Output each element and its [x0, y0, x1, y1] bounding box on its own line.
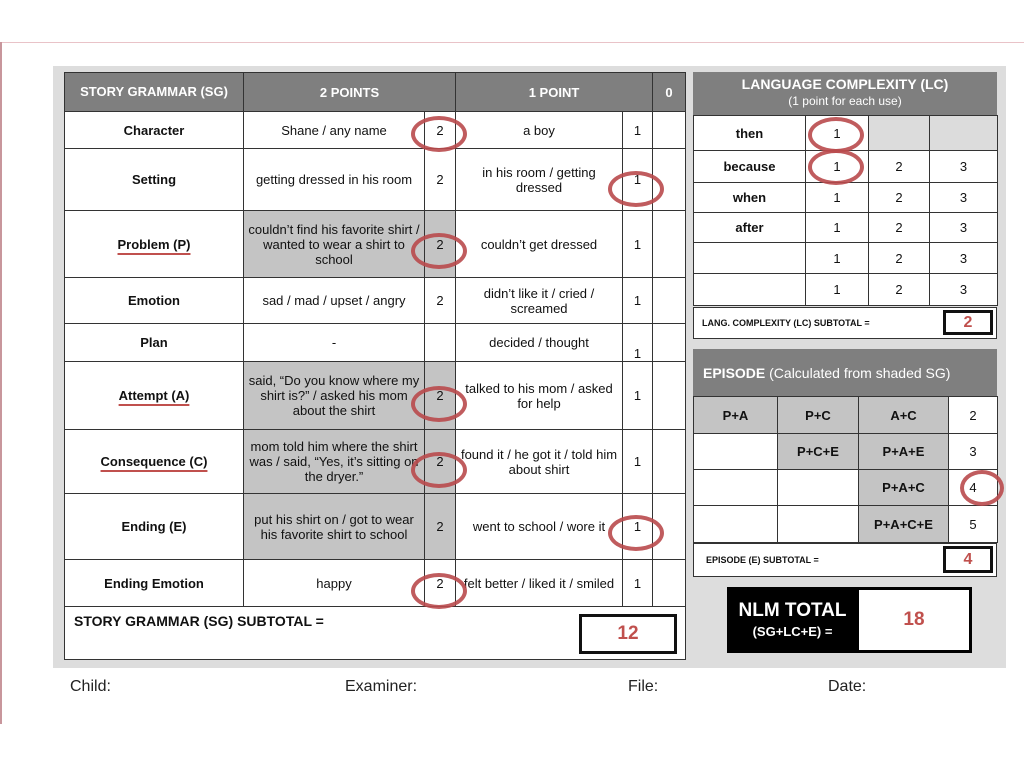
sg-one-text: a boy — [456, 112, 623, 149]
sg-two-text: happy — [244, 560, 425, 607]
sg-one-score[interactable]: 1 — [623, 560, 653, 607]
lc-word: when — [694, 183, 806, 213]
story-grammar-table — [64, 72, 686, 660]
sg-label: Plan — [65, 324, 244, 362]
sg-two-score[interactable] — [425, 324, 456, 362]
sg-label-text: Problem (P) — [117, 236, 191, 252]
sg-one-text: didn’t like it / cried / screamed — [456, 278, 623, 324]
sg-one-score[interactable]: 1 — [623, 430, 653, 494]
sg-one-text: decided / thought — [456, 324, 623, 362]
lc-count-1[interactable]: 1 — [806, 213, 869, 243]
lc-count-2[interactable]: 2 — [869, 274, 930, 306]
sg-header-two-points: 2 POINTS — [244, 73, 456, 112]
sg-label-text: Attempt (A) — [118, 388, 190, 403]
lc-count-1[interactable]: 1 — [806, 151, 869, 183]
sg-row-plan — [65, 324, 686, 362]
episode-combo — [778, 470, 859, 506]
sg-one-score[interactable]: 1 — [623, 211, 653, 278]
sg-header-label: STORY GRAMMAR (SG) — [65, 73, 244, 112]
sg-two-text: couldn’t find his favorite shirt / wanted to wear a shirt to school — [244, 211, 425, 278]
lc-count-3[interactable]: 3 — [930, 213, 998, 243]
footer-examiner-label: Examiner: — [345, 678, 418, 695]
episode-subtotal-label: EPISODE (E) SUBTOTAL = — [693, 543, 997, 577]
sg-two-text: - — [244, 324, 425, 362]
lc-title: LANGUAGE COMPLEXITY (LC) — [741, 76, 949, 92]
sg-two-text: sad / mad / upset / angry — [244, 278, 425, 324]
sg-label-text: Consequence (C) — [100, 454, 208, 469]
sg-one-score[interactable]: 1 — [623, 112, 653, 149]
lc-row — [694, 274, 998, 306]
sg-two-text: put his shirt on / got to wear his favorite shirt to school — [244, 494, 425, 560]
lc-row — [694, 183, 998, 213]
sg-row-character — [65, 112, 686, 149]
episode-row — [694, 470, 998, 506]
episode-combo: P+C — [778, 397, 859, 434]
episode-combo: A+C — [859, 397, 949, 434]
sg-zero-score[interactable] — [653, 112, 686, 149]
sg-label — [65, 211, 244, 278]
episode-score[interactable]: 2 — [949, 397, 998, 434]
episode-combo — [694, 470, 778, 506]
nlm-total-value[interactable]: 18 — [859, 590, 969, 650]
episode-row — [694, 397, 998, 434]
lc-count-2[interactable]: 2 — [869, 213, 930, 243]
lc-subtitle: (1 point for each use) — [788, 94, 902, 108]
lc-count-1[interactable]: 1 — [806, 116, 869, 151]
circle-mark — [808, 149, 864, 185]
sg-row-problem — [65, 211, 686, 278]
lc-count-1[interactable]: 1 — [806, 274, 869, 306]
sg-label — [65, 362, 244, 430]
episode-score[interactable]: 3 — [949, 434, 998, 470]
sg-two-score[interactable]: 2 — [425, 149, 456, 211]
circle-mark — [411, 386, 467, 422]
nlm-total-formula: (SG+LC+E) = — [752, 624, 833, 639]
sg-two-score[interactable]: 2 — [425, 278, 456, 324]
lc-count-3[interactable]: 3 — [930, 183, 998, 213]
sg-one-score[interactable]: 1 — [623, 362, 653, 430]
lc-title-block — [693, 72, 997, 115]
lc-word[interactable] — [694, 274, 806, 306]
sg-one-score[interactable]: 1 — [623, 149, 653, 211]
sg-header-zero: 0 — [653, 73, 686, 112]
episode-title-bold: EPISODE — [703, 365, 766, 381]
sg-row-consequence — [65, 430, 686, 494]
lc-count-2[interactable]: 2 — [869, 243, 930, 274]
sg-two-text: getting dressed in his room — [244, 149, 425, 211]
episode-combo — [778, 506, 859, 543]
sg-subtotal-box[interactable]: 12 — [579, 614, 677, 654]
nlm-total-label: NLM TOTAL — [738, 600, 847, 621]
lc-count-3[interactable] — [930, 116, 998, 151]
lc-word: after — [694, 213, 806, 243]
sg-one-text: felt better / liked it / smiled — [456, 560, 623, 607]
sg-row-ending-emotion — [65, 560, 686, 607]
lc-subtotal-box[interactable]: 2 — [943, 310, 993, 335]
nlm-total-block — [727, 587, 972, 653]
episode-combo: P+A+C — [859, 470, 949, 506]
sg-one-score[interactable]: 1 — [623, 278, 653, 324]
lc-count-1[interactable]: 1 — [806, 243, 869, 274]
sg-one-text: went to school / wore it — [456, 494, 623, 560]
episode-row — [694, 506, 998, 543]
sg-row-setting — [65, 149, 686, 211]
episode-combo: P+A+E — [859, 434, 949, 470]
lc-row — [694, 243, 998, 274]
sg-one-text: couldn’t get dressed — [456, 211, 623, 278]
sg-two-score[interactable]: 2 — [425, 362, 456, 430]
sg-zero-score[interactable] — [653, 430, 686, 494]
sg-label: Ending (E) — [65, 494, 244, 560]
lc-count-1[interactable]: 1 — [806, 183, 869, 213]
circle-mark — [411, 452, 467, 488]
circle-mark — [411, 233, 467, 269]
lc-count-3[interactable]: 3 — [930, 274, 998, 306]
sg-two-text: mom told him where the shirt was / said, “Yes, it’s sitting on the dryer.” — [244, 430, 425, 494]
sg-label: Setting — [65, 149, 244, 211]
nlm-total-label-block — [727, 587, 858, 653]
sg-two-score[interactable]: 2 — [425, 430, 456, 494]
sg-two-score[interactable]: 2 — [425, 560, 456, 607]
sg-row-attempt — [65, 362, 686, 430]
sg-zero-score[interactable] — [653, 362, 686, 430]
lc-subtotal-label: LANG. COMPLEXITY (LC) SUBTOTAL = — [693, 307, 997, 339]
sg-zero-score[interactable] — [653, 211, 686, 278]
circle-mark — [960, 470, 1004, 506]
lc-count-3[interactable]: 3 — [930, 243, 998, 274]
sg-zero-score[interactable] — [653, 278, 686, 324]
episode-combo: P+A — [694, 397, 778, 434]
sg-two-score[interactable]: 2 — [425, 112, 456, 149]
sg-one-text: talked to his mom / asked for help — [456, 362, 623, 430]
lc-count-3[interactable]: 3 — [930, 151, 998, 183]
sg-label: Character — [65, 112, 244, 149]
circle-mark — [608, 515, 664, 551]
circle-mark — [808, 117, 864, 153]
sg-subtotal-label: STORY GRAMMAR (SG) SUBTOTAL = — [65, 607, 686, 660]
sg-two-text: said, “Do you know where my shirt is?” / asked his mom about the shirt — [244, 362, 425, 430]
circle-mark — [411, 573, 467, 609]
episode-combo — [694, 434, 778, 470]
sg-row-emotion — [65, 278, 686, 324]
sg-header-one-point: 1 POINT — [456, 73, 653, 112]
footer-date-label: Date: — [828, 678, 867, 695]
sg-zero-score[interactable] — [653, 560, 686, 607]
circle-mark — [608, 171, 664, 207]
episode-score[interactable]: 5 — [949, 506, 998, 543]
sg-label: Ending Emotion — [65, 560, 244, 607]
lc-count-2[interactable]: 2 — [869, 183, 930, 213]
lc-count-2[interactable] — [869, 116, 930, 151]
episode-title-rest: (Calculated from shaded SG) — [765, 365, 951, 381]
left-rule — [0, 42, 2, 724]
sg-header-row — [65, 73, 686, 112]
footer-child-label: Child: — [70, 678, 111, 695]
sg-label — [65, 430, 244, 494]
episode-combo — [694, 506, 778, 543]
lc-word[interactable] — [694, 243, 806, 274]
footer-file-label: File: — [628, 678, 659, 695]
top-rule — [0, 42, 1024, 43]
episode-score[interactable]: 4 — [949, 470, 998, 506]
sg-one-text: in his room / getting dressed — [456, 149, 623, 211]
lc-row — [694, 213, 998, 243]
sg-zero-score[interactable] — [653, 324, 686, 362]
episode-subtotal-box[interactable]: 4 — [943, 546, 993, 573]
lc-word: then — [694, 116, 806, 151]
episode-row — [694, 434, 998, 470]
circle-mark — [411, 116, 467, 152]
sg-two-text: Shane / any name — [244, 112, 425, 149]
sg-one-score[interactable]: 1 — [623, 324, 653, 362]
lc-word: because — [694, 151, 806, 183]
lc-count-2[interactable]: 2 — [869, 151, 930, 183]
sg-two-score[interactable]: 2 — [425, 211, 456, 278]
episode-combo: P+A+C+E — [859, 506, 949, 543]
sg-one-score[interactable]: 1 — [623, 494, 653, 560]
episode-title — [693, 349, 997, 396]
sg-row-ending — [65, 494, 686, 560]
sg-two-score[interactable]: 2 — [425, 494, 456, 560]
episode-combo: P+C+E — [778, 434, 859, 470]
episode-table — [693, 396, 998, 543]
sg-one-text: found it / he got it / told him about shirt — [456, 430, 623, 494]
sg-label: Emotion — [65, 278, 244, 324]
